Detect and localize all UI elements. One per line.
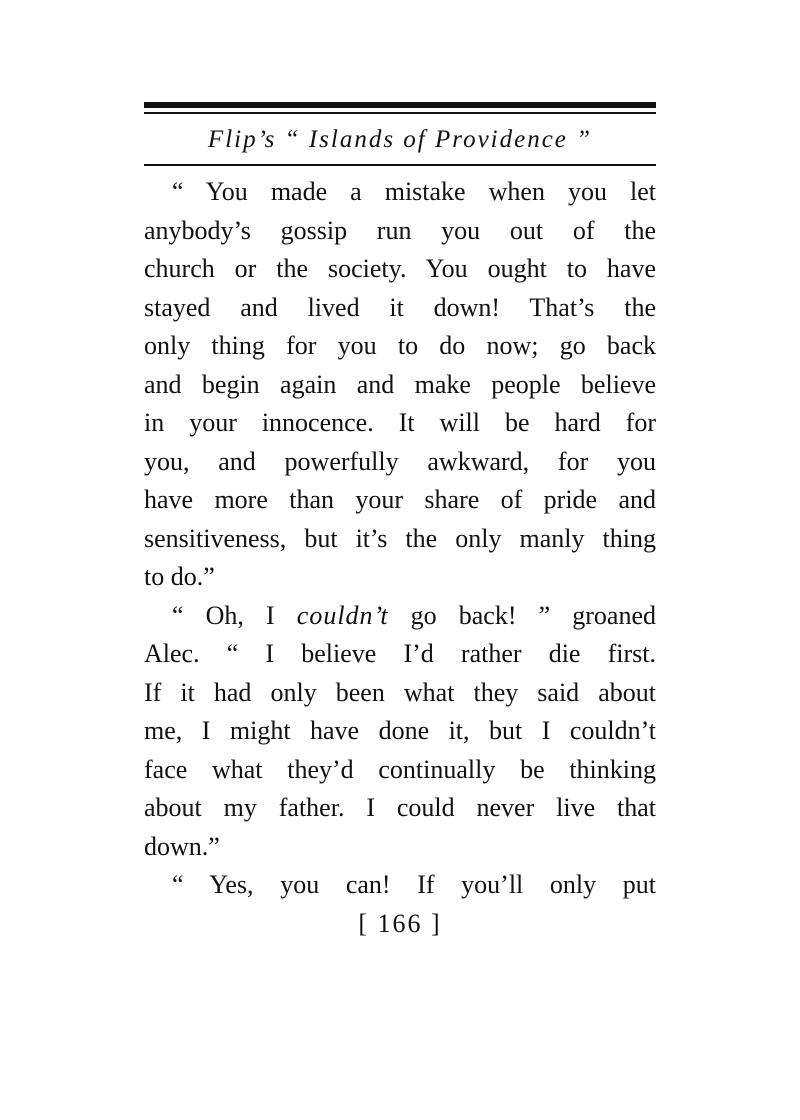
text-line: and begin again and make people believe xyxy=(144,369,656,399)
text-line: stayed and lived it down! That’s the xyxy=(144,292,656,322)
text-line: If it had only been what they said about xyxy=(144,677,656,707)
header-rule-thick xyxy=(144,102,656,108)
text-segment: “ Oh, I xyxy=(172,600,297,630)
running-title: Flip’s “ Islands of Providence ” xyxy=(207,126,593,153)
text-line: have more than your share of pride and xyxy=(144,485,656,514)
emphasis-text: couldn’t xyxy=(296,600,389,630)
text-line: me, I might have done it, but I couldn’t xyxy=(144,716,656,745)
text-line: only thing for you to do now; go back xyxy=(144,331,656,360)
text-line: in your innocence. It will be hard for xyxy=(144,408,656,437)
body-text xyxy=(144,173,656,905)
text-line: Alec. “ I believe I’d rather die first. xyxy=(144,639,656,668)
text-line: anybody’s gossip run you out of the xyxy=(144,215,656,245)
text-line: to do.” xyxy=(144,562,215,591)
text-line: sensitiveness, but it’s the only manly thing xyxy=(144,523,656,553)
text-line xyxy=(144,597,656,636)
page-number: [ 166 ] xyxy=(358,909,442,938)
text-line: “ You made a mistake when you let xyxy=(172,177,656,206)
text-line: down.” xyxy=(144,831,220,861)
text-segment: go back! ” groaned xyxy=(388,600,656,630)
text-line: “ Yes, you can! If you’ll only put xyxy=(172,870,656,899)
text-line: face what they’d continually be thinking xyxy=(144,754,656,784)
header-rule-thin xyxy=(144,112,656,114)
text-line: about my father. I could never live that xyxy=(144,793,656,822)
header-rule-bottom xyxy=(144,164,656,166)
text-line: you, and powerfully awkward, for you xyxy=(144,446,656,476)
text-line: church or the society. You ought to have xyxy=(144,254,656,283)
